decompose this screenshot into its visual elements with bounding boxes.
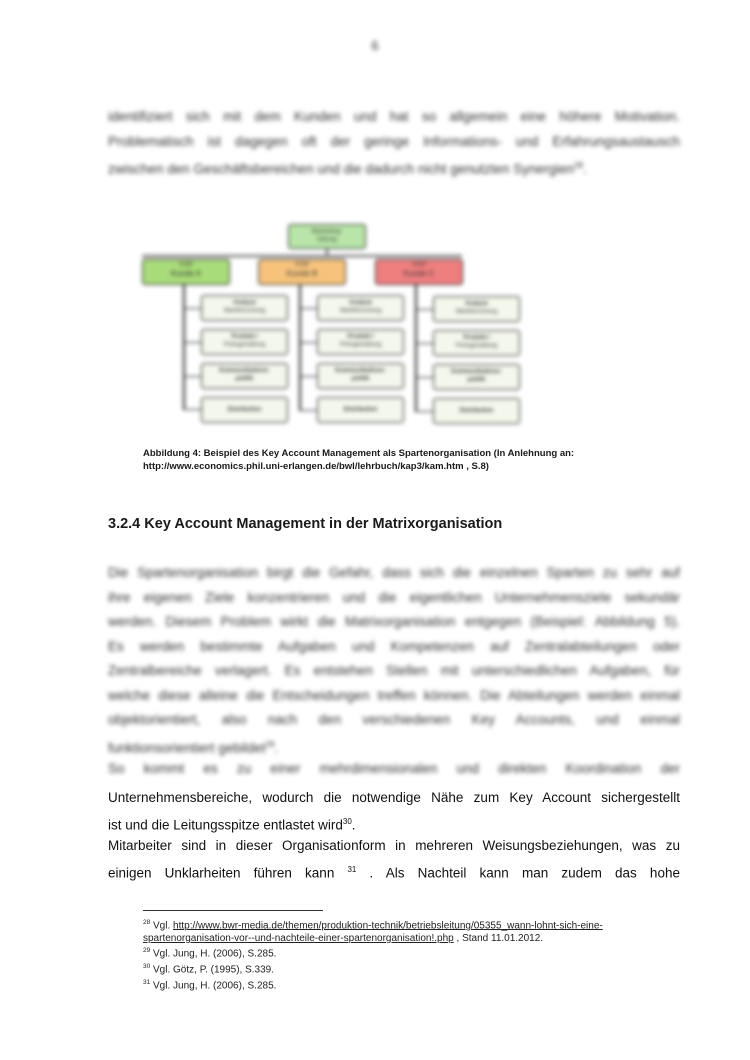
text-line: Die Spartenorganisation birgt die Gefahr, dass sich die einzelnen Sparten zu sehr auf	[108, 565, 680, 580]
text-line: werden. Diesem Problem wirkt die Matrixorganisation entgegen (Beispiel: Abbildung 5).	[108, 614, 680, 629]
function-box-analyse: Analyse Marktforschung	[317, 295, 404, 321]
function-box-analyse: Analyse Marktforschung	[201, 295, 288, 321]
footnote-link[interactable]: http://www.bwr-media.de/themen/produktion-technik/betriebsleitung/05355_wann-lohnt-sich-eine-spartenorganisation-vor--und-nachteile-einer-spartenorganisation!.php	[143, 920, 603, 944]
text-line: Problematisch ist dagegen oft der geringe Informations- und Erfahrungsaustausch	[108, 133, 680, 149]
caption-line: http://www.economics.phil.uni-erlangen.de/bwl/lehrbuch/kap3/kam.htm , S.8)	[143, 461, 489, 472]
function-box-distribution: Distribution	[201, 397, 288, 423]
text-line: Mitarbeiter sind in dieser Organisationform in mehreren Weisungsbeziehungen, was zu	[108, 838, 680, 853]
text-line: ist und die Leitungsspitze entlastet wird$^{30}$.	[108, 817, 356, 833]
function-box-distribution: Distribution	[317, 397, 404, 423]
text-line: einigen Unklarheiten führen kann $^{31}$ . Als Nachteil kann man zudem das hohe	[108, 865, 680, 881]
function-box-kommunikation: Kommunikations- politik	[433, 364, 520, 390]
connector-line	[299, 410, 317, 411]
connector-line	[415, 377, 433, 378]
connector-line	[415, 285, 417, 411]
connector-line	[299, 376, 317, 377]
text-line: identifiziert sich mit dem Kunden und hat so allgemein eine höhere Motivation.	[108, 109, 680, 124]
text-line: ihre eigenen Ziele konzentrieren und die eigentlichen Unternehmensziele sekundär	[108, 589, 680, 605]
connector-line	[183, 308, 201, 309]
footnote-31: $^{31}$ Vgl. Jung, H. (2006), S.285.	[143, 978, 277, 992]
kam-box-c: KAM Kunde C	[375, 259, 463, 285]
blurred-paragraph-body	[108, 561, 680, 782]
function-box-kommunikation: Kommunikations- politik	[317, 363, 404, 389]
connector-line	[415, 343, 433, 344]
text-line: Unternehmensbereiche, wodurch die notwendige Nähe zum Key Account sichergestellt	[108, 790, 680, 805]
text-line: objektorientiert, also nach den verschiedenen Key Accounts, und einmal	[108, 712, 680, 727]
function-box-produkt: Produkt-/ Preisgestaltung	[201, 329, 288, 355]
connector-line	[183, 285, 185, 409]
text-line: Es werden bestimmte Aufgaben und Kompetenzen auf Zentralabteilungen oder	[108, 638, 680, 654]
body-paragraph	[108, 786, 680, 882]
connector-line	[299, 308, 317, 309]
kam-box-b: KAM Kunde B	[258, 259, 346, 285]
text-line: Zentralbereiche verlagert. Es entstehen Stellen mit unterschiedlichen Aufgaben, für	[108, 663, 680, 678]
page-number: 6	[371, 38, 379, 53]
footnote-30: $^{30}$ Vgl. Götz, P. (1995), S.339.	[143, 963, 275, 976]
org-root-box: Marketing- leitung	[288, 224, 366, 249]
connector-line	[299, 285, 301, 410]
text-line: funktionsorientiert gebildet$^{29}$.	[108, 739, 279, 755]
footnote-28: $^{28}$ Vgl. http://www.bwr-media.de/themen/produktion-technik/betriebsleitung/05355_wann-lohnt-sich-eine-spartenorganisation-vor--und-nachteile-einer-spartenorganisation!.php , Stand 11.01.2012.	[143, 919, 603, 944]
text-line: welche diese alleine die Entscheidungen treffen können. Die Abteilungen werden einmal	[108, 687, 680, 703]
connector-line	[415, 309, 433, 310]
footnote-divider	[143, 910, 323, 911]
connector-line	[415, 411, 433, 412]
connector-line	[183, 376, 201, 377]
footnotes	[143, 917, 683, 993]
function-box-produkt: Produkt-/ Preisgestaltung	[433, 330, 520, 356]
org-chart-figure	[0, 0, 750, 440]
function-box-distribution: Distribution	[433, 398, 520, 424]
function-box-kommunikation: Kommunikations- politik	[201, 363, 288, 389]
figure-caption	[143, 447, 613, 473]
text-line: So kommt es zu einer mehrdimensionalen und direkten Koordination der	[108, 761, 680, 776]
text-line: zwischen den Geschäftsbereichen und die dadurch nicht genutzten Synergien$^{28}$.	[108, 161, 587, 177]
function-box-analyse: Analyse Marktforschung	[433, 296, 520, 322]
connector-line	[299, 342, 317, 343]
connector-line	[183, 342, 201, 343]
function-box-produkt: Produkt-/ Preisgestaltung	[317, 329, 404, 355]
footnote-29: $^{29}$ Vgl. Jung, H. (2006), S.285.	[143, 947, 277, 960]
caption-line: Abbildung 4: Beispiel des Key Account Management als Spartenorganisation (In Anlehnung an:	[143, 448, 575, 459]
section-heading: 3.2.4 Key Account Management in der Matrixorganisation	[108, 516, 503, 532]
connector-line	[183, 409, 201, 410]
kam-box-a: KAM Kunde A	[142, 259, 230, 285]
connector-line	[142, 255, 462, 257]
